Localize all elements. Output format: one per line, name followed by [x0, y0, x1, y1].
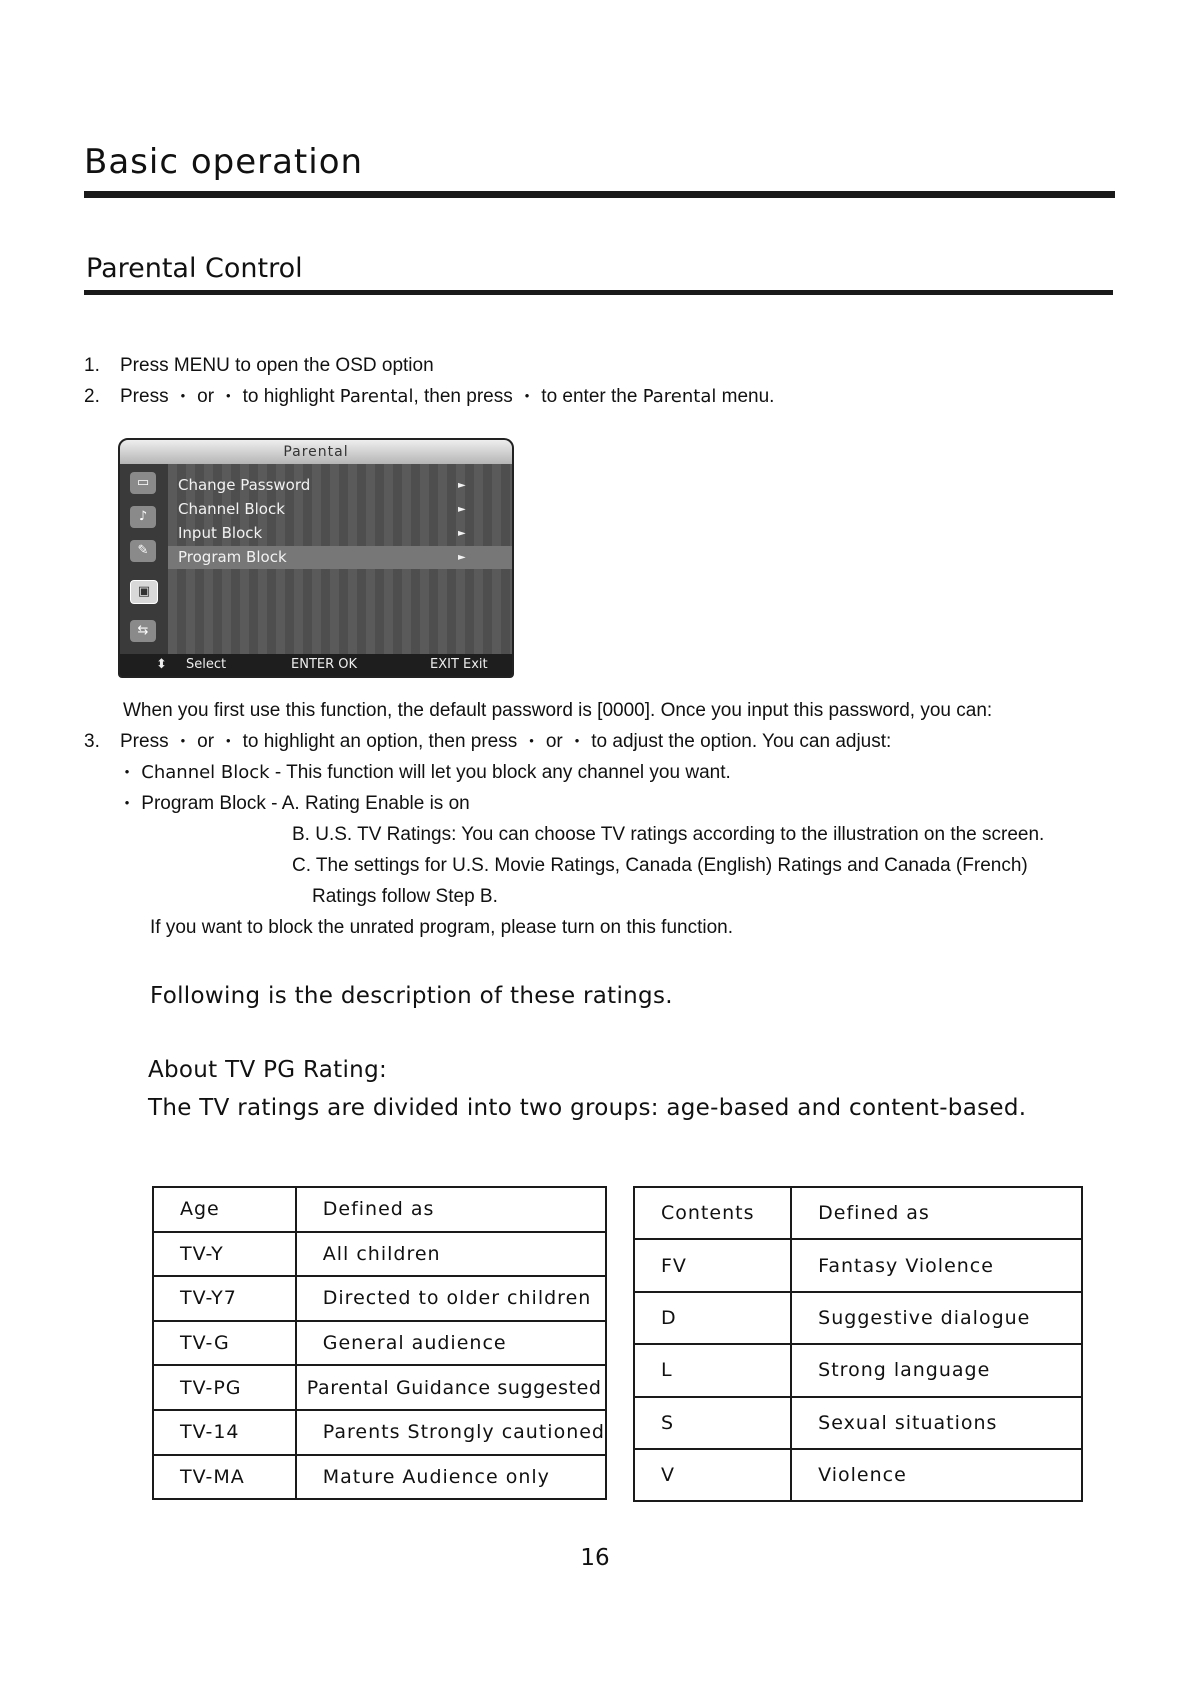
menu-term: Channel Block — [141, 762, 270, 783]
content-code: D — [634, 1292, 791, 1344]
step-number: 1. — [84, 355, 100, 376]
osd-item-label: Channel Block — [178, 500, 285, 518]
table-row — [634, 1397, 1082, 1449]
step-text: , then press — [413, 386, 513, 407]
osd-footer-exit: EXIT Exit — [430, 657, 488, 672]
bullet-icon: • — [124, 764, 130, 779]
about-heading: About TV PG Rating: — [148, 1057, 388, 1083]
content-code: FV — [634, 1239, 791, 1291]
section-rule — [84, 191, 1115, 198]
rating-definition: General audience — [296, 1321, 606, 1366]
table-row — [153, 1455, 606, 1500]
table-row — [153, 1232, 606, 1277]
bullet-text: Program Block - A. Rating Enable is on — [141, 793, 470, 814]
content-definition: Fantasy Violence — [791, 1239, 1082, 1291]
rating-code: TV-Y — [153, 1232, 296, 1277]
program-step-c-cont: Ratings follow Step B. — [312, 886, 498, 907]
bullet-program-block — [118, 793, 470, 815]
groups-note: The TV ratings are divided into two groups: age-based and content-based. — [148, 1095, 1027, 1121]
osd-title: Parental — [120, 440, 512, 464]
table-header-row — [634, 1187, 1082, 1239]
osd-item-label: Change Password — [178, 476, 311, 494]
bullet-text: - This function will let you block any channel you want. — [269, 762, 731, 783]
table-header-row — [153, 1187, 606, 1232]
right-arrow-icon: • — [524, 388, 530, 403]
up-arrow-icon: • — [180, 733, 186, 748]
osd-item-channel-block — [168, 498, 512, 521]
step-number: 3. — [84, 731, 100, 752]
bullet-channel-block — [118, 762, 731, 784]
table-row — [153, 1276, 606, 1321]
bullet-icon: • — [124, 795, 130, 810]
rating-definition: Parents Strongly cautioned — [296, 1410, 606, 1455]
table-row — [153, 1365, 606, 1410]
table-row — [634, 1292, 1082, 1344]
step-text: or — [197, 731, 215, 752]
table-row — [153, 1410, 606, 1455]
table-header-cell: Age — [153, 1187, 296, 1232]
rating-code: TV-G — [153, 1321, 296, 1366]
menu-term: Parental — [642, 386, 717, 407]
down-arrow-icon: • — [226, 733, 231, 748]
rating-code: TV-MA — [153, 1455, 296, 1500]
picture-icon: ▭ — [130, 472, 156, 494]
password-note: When you first use this function, the default password is [0000]. Once you input this password, you can: — [123, 700, 993, 721]
step-text: or — [545, 731, 563, 752]
lock-icon: ▣ — [130, 580, 158, 604]
content-code: V — [634, 1449, 791, 1501]
description-heading: Following is the description of these ratings. — [150, 983, 673, 1009]
subsection-title: Parental Control — [86, 253, 303, 284]
age-rating-table — [152, 1186, 607, 1500]
table-header-cell: Defined as — [296, 1187, 606, 1232]
content-definition: Strong language — [791, 1344, 1082, 1396]
rating-code: TV-14 — [153, 1410, 296, 1455]
osd-item-change-password — [168, 474, 512, 497]
osd-footer-select: Select — [186, 657, 227, 672]
chevron-right-icon: ► — [458, 504, 466, 515]
table-row — [634, 1239, 1082, 1291]
up-down-arrow-icon: ⬍ — [156, 657, 167, 672]
step-text: to enter the — [541, 386, 638, 407]
content-rating-table — [633, 1186, 1083, 1502]
rating-definition: Directed to older children — [296, 1276, 606, 1321]
table-row — [634, 1449, 1082, 1501]
program-step-b: B. U.S. TV Ratings: You can choose TV ratings according to the illustration on the screen. — [292, 824, 1045, 845]
osd-item-label: Input Block — [178, 524, 263, 542]
sound-icon: ♪ — [130, 506, 156, 528]
content-definition: Violence — [791, 1449, 1082, 1501]
rating-definition: All children — [296, 1232, 606, 1277]
up-arrow-icon: • — [180, 388, 186, 403]
step-2 — [84, 386, 774, 408]
osd-sidebar — [120, 464, 168, 654]
rating-code: TV-Y7 — [153, 1276, 296, 1321]
osd-parental-menu — [118, 438, 514, 678]
input-icon: ⇆ — [130, 620, 156, 642]
left-arrow-icon: • — [529, 733, 534, 748]
osd-footer — [120, 654, 512, 676]
osd-item-input-block — [168, 522, 512, 545]
rating-definition: Parental Guidance suggested — [296, 1365, 606, 1410]
content-code: L — [634, 1344, 791, 1396]
osd-footer-enter: ENTER OK — [291, 657, 358, 672]
rating-code: TV-PG — [153, 1365, 296, 1410]
program-step-c: C. The settings for U.S. Movie Ratings, Canada (English) Ratings and Canada (French) — [292, 855, 1028, 876]
step-3 — [84, 731, 891, 753]
section-title: Basic operation — [84, 142, 364, 182]
setup-icon: ✎ — [130, 540, 156, 562]
step-text: to highlight — [242, 386, 335, 407]
rating-definition: Mature Audience only — [296, 1455, 606, 1500]
right-arrow-icon: • — [574, 733, 580, 748]
content-definition: Sexual situations — [791, 1397, 1082, 1449]
step-text: to adjust the option. You can adjust: — [591, 731, 892, 752]
content-code: S — [634, 1397, 791, 1449]
step-text: menu. — [721, 386, 775, 407]
table-header-cell: Contents — [634, 1187, 791, 1239]
step-text: Press — [120, 731, 169, 752]
osd-item-program-block — [168, 546, 512, 569]
chevron-right-icon: ► — [458, 552, 466, 563]
chevron-right-icon: ► — [458, 480, 466, 491]
subsection-rule — [84, 290, 1113, 295]
chevron-right-icon: ► — [458, 528, 466, 539]
step-1 — [84, 355, 434, 377]
step-text: Press — [120, 386, 169, 407]
table-row — [153, 1321, 606, 1366]
step-text: or — [197, 386, 215, 407]
unrated-note: If you want to block the unrated program, please turn on this function. — [150, 917, 734, 938]
step-text: to highlight an option, then press — [242, 731, 518, 752]
step-text: Press MENU to open the OSD option — [120, 355, 434, 376]
down-arrow-icon: • — [226, 388, 231, 403]
osd-item-label: Program Block — [178, 548, 287, 566]
page-number: 16 — [580, 1545, 610, 1571]
step-number: 2. — [84, 386, 100, 407]
content-definition: Suggestive dialogue — [791, 1292, 1082, 1344]
table-row — [634, 1344, 1082, 1396]
osd-panel — [168, 464, 512, 654]
table-header-cell: Defined as — [791, 1187, 1082, 1239]
menu-term: Parental — [339, 386, 414, 407]
